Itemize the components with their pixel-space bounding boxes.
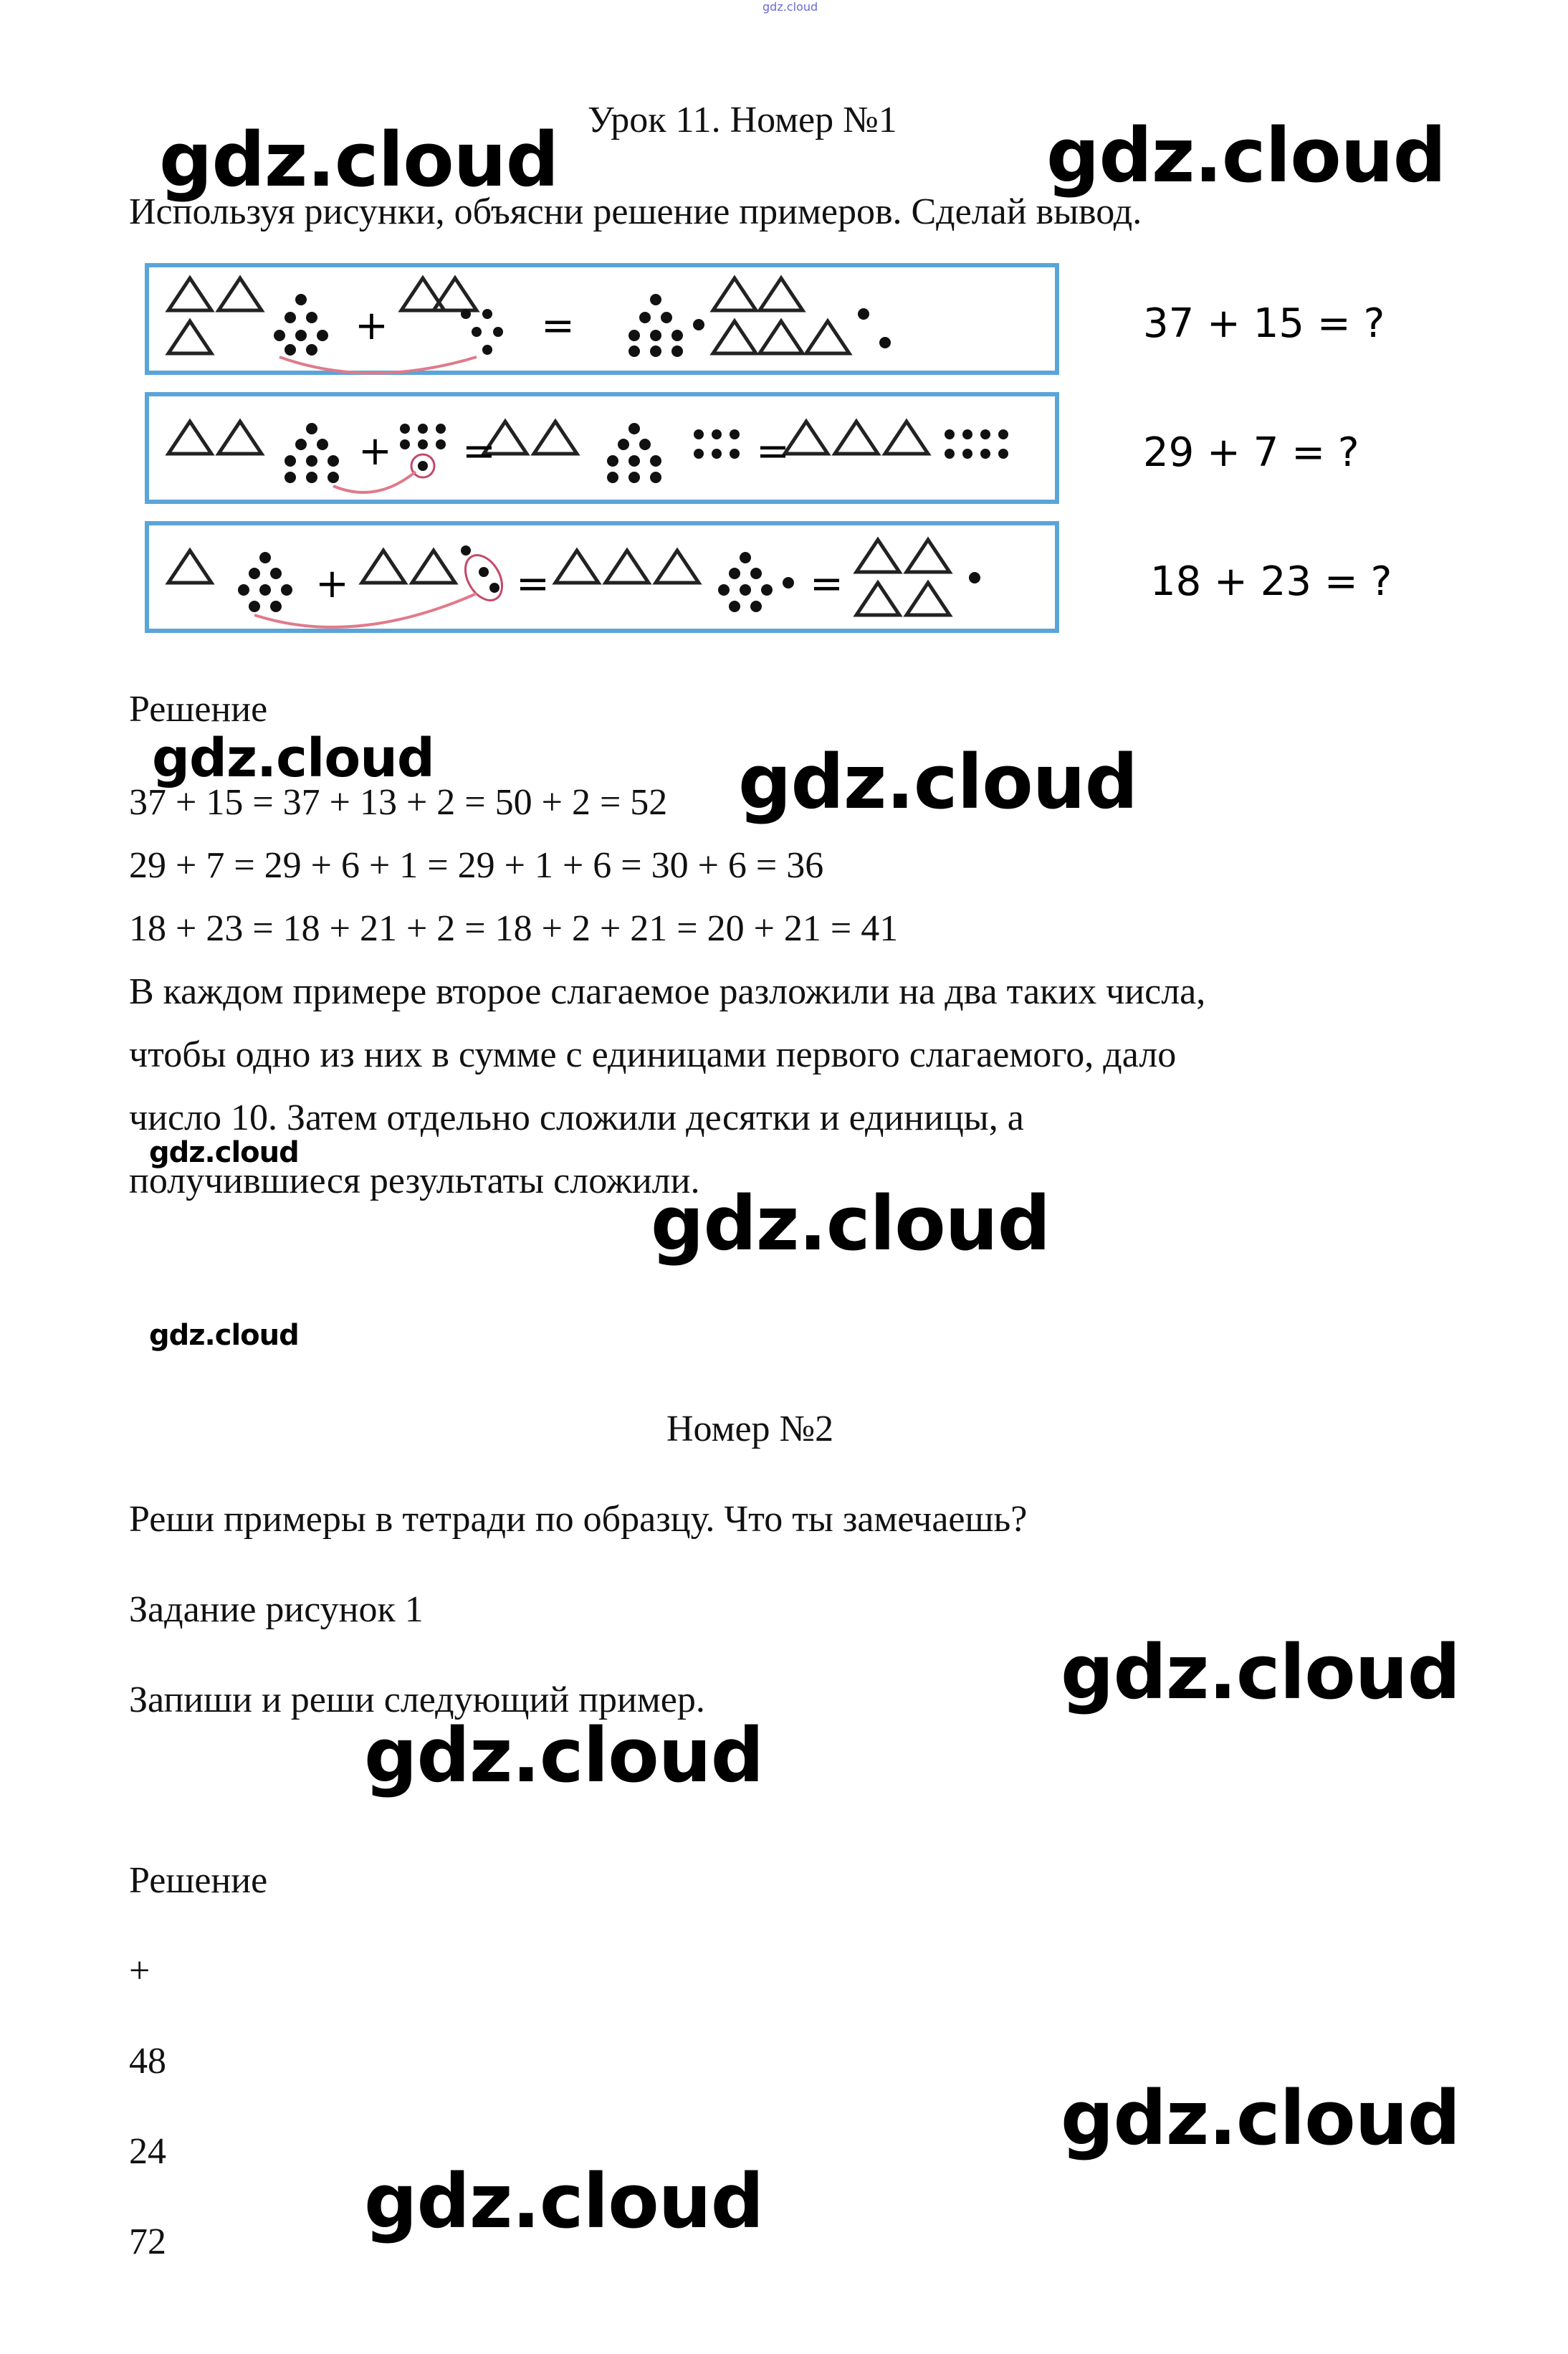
task2-heading: Номер №2 [666,1409,834,1449]
svg-text:=: = [462,428,496,475]
task2-figure-note: Задание рисунок 1 [129,1589,424,1630]
figure-row-2 [147,394,1057,502]
svg-text:+: + [355,302,388,349]
task1-conclusion-line-4: получившиеся результаты сложили. [129,1161,700,1201]
watermark: gdz.cloud [1061,1629,1461,1716]
task2-column-sign: + [129,1950,150,1991]
figure-example-2: 29 + 7 = ? [1143,429,1359,476]
watermark: gdz.cloud [1046,112,1446,199]
watermark: gdz.cloud [364,1712,764,1799]
task1-solution-line-3: 18 + 23 = 18 + 21 + 2 = 18 + 2 + 21 = 20 + 21 = 41 [129,908,899,949]
watermark: gdz.cloud [651,1180,1051,1267]
task1-solution-line-2: 29 + 7 = 29 + 6 + 1 = 29 + 1 + 6 = 30 + 6 = 36 [129,845,824,886]
figure-row-1 [147,265,1057,373]
task2-instruction: Реши примеры в тетради по образцу. Что ты замечаешь? [129,1499,1028,1540]
task1-solution-line-1: 37 + 15 = 37 + 13 + 2 = 50 + 2 = 52 [129,782,668,823]
task2-solution-label: Решение [129,1860,268,1901]
watermark: gdz.cloud [152,728,434,789]
task1-figure [140,257,1423,637]
task1-heading: Урок 11. Номер №1 [588,100,897,140]
task2-column-addend-2: 24 [129,2131,166,2172]
task2-column-addend-1: 48 [129,2041,166,2082]
top-watermark: gdz.cloud [763,0,818,14]
figure-example-3: 18 + 23 = ? [1150,558,1392,605]
svg-text:+: + [315,561,349,607]
svg-text:=: = [756,428,790,475]
figure-row-3 [147,523,1057,631]
svg-text:=: = [541,302,575,349]
svg-text:+: + [358,428,392,475]
task2-column-sum: 72 [129,2221,166,2262]
task1-conclusion-line-3: число 10. Затем отдельно сложили десятки и единицы, а [129,1097,1024,1138]
task1-conclusion-line-2: чтобы одно из них в сумме с единицами первого слагаемого, дало [129,1034,1177,1075]
watermark: gdz.cloud [149,1136,299,1169]
svg-text:=: = [810,561,843,607]
task1-instruction: Используя рисунки, объясни решение примеров. Сделай вывод. [129,191,1142,232]
svg-text:=: = [516,561,550,607]
task1-conclusion-line-1: В каждом примере второе слагаемое разложили на два таких числа, [129,971,1206,1012]
watermark: gdz.cloud [149,1319,299,1352]
watermark: gdz.cloud [1061,2074,1461,2162]
watermark: gdz.cloud [738,738,1138,826]
watermark: gdz.cloud [364,2158,764,2245]
watermark: gdz.cloud [159,116,559,204]
task1-solution-label: Решение [129,689,268,730]
figure-example-1: 37 + 15 = ? [1143,300,1385,347]
task2-next-instruction: Запиши и реши следующий пример. [129,1679,705,1720]
